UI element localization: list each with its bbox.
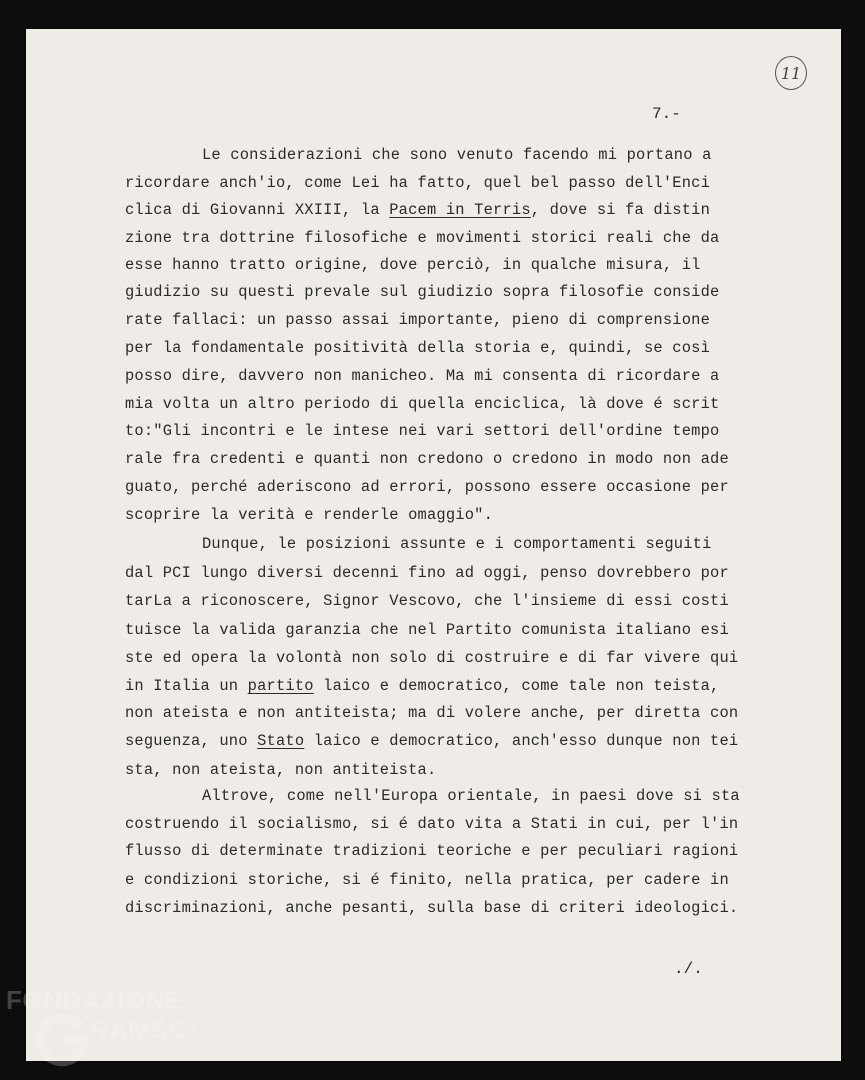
page-number: 7.-	[652, 105, 681, 123]
text-line	[125, 449, 765, 469]
text-line	[125, 310, 765, 330]
text-segment: scoprire la verità e renderle omaggio".	[125, 506, 493, 524]
archive-folio-number: 11	[775, 56, 807, 90]
text-segment: e condizioni storiche, si é finito, nella pratica, per cadere in	[125, 871, 729, 889]
text-line	[125, 841, 765, 861]
text-segment: non ateista e non antiteista; ma di volere anche, per diretta con	[125, 704, 739, 722]
text-line	[125, 648, 765, 668]
underlined-text: partito	[247, 677, 314, 695]
text-line	[125, 394, 765, 414]
text-segment: to:"Gli incontri e le intese nei vari settori dell'ordine tempo	[125, 422, 720, 440]
text-line	[202, 786, 767, 806]
text-segment: dal PCI lungo diversi decenni fino ad oggi, penso dovrebbero por	[125, 564, 729, 582]
text-line	[125, 505, 765, 525]
text-segment: posso dire, davvero non manicheo. Ma mi consenta di ricordare a	[125, 367, 720, 385]
text-segment: per la fondamentale positività della storia e, quindi, se così	[125, 339, 711, 357]
text-line	[125, 814, 765, 834]
continuation-mark: ./.	[674, 960, 703, 978]
text-segment: zione tra dottrine filosofiche e movimenti storici reali che da	[125, 229, 720, 247]
underlined-text: Pacem in Terris	[389, 201, 531, 219]
text-segment: rale fra credenti e quanti non credono o credono in modo non ade	[125, 450, 729, 468]
text-line	[125, 731, 765, 751]
text-segment: ste ed opera la volontà non solo di costruire e di far vivere qui	[125, 649, 739, 667]
text-segment: Dunque, le posizioni assunte e i comportamenti seguiti	[202, 535, 712, 553]
watermark-g-logo-icon	[34, 1011, 90, 1067]
text-line	[125, 255, 765, 275]
text-segment: sta, non ateista, non antiteista.	[125, 761, 437, 779]
text-segment: , dove si fa distin	[530, 201, 711, 219]
text-line	[125, 676, 765, 696]
text-line	[125, 228, 765, 248]
text-line	[202, 145, 767, 165]
text-line	[125, 421, 765, 441]
text-line	[125, 870, 765, 890]
text-line	[125, 760, 765, 780]
text-segment: mia volta un altro periodo di quella enciclica, là dove é scrit	[125, 395, 720, 413]
text-line	[125, 366, 765, 386]
fondazione-gramsci-watermark	[4, 985, 224, 1080]
text-segment: flusso di determinate tradizioni teoriche e per peculiari ragioni	[125, 842, 739, 860]
text-line	[125, 620, 765, 640]
text-segment: costruendo il socialismo, si é dato vita a Stati in cui, per l'in	[125, 815, 739, 833]
text-segment: tarLa a riconoscere, Signor Vescovo, che l'insieme di essi costi	[125, 592, 729, 610]
watermark-line-2: RAMSCI	[90, 1015, 196, 1045]
text-segment: rate fallaci: un passo assai importante, pieno di comprensione	[125, 311, 711, 329]
text-segment: Altrove, come nell'Europa orientale, in paesi dove si sta	[202, 787, 740, 805]
underlined-text: Stato	[257, 732, 305, 750]
text-segment: tuisce la valida garanzia che nel Partito comunista italiano esi	[125, 621, 729, 639]
text-segment: in Italia un	[125, 677, 248, 695]
text-segment: ricordare anch'io, come Lei ha fatto, quel bel passo dell'Enci	[125, 174, 711, 192]
text-segment: esse hanno tratto origine, dove perciò, in qualche misura, il	[125, 256, 701, 274]
text-segment: clica di Giovanni XXIII, la	[125, 201, 390, 219]
text-line	[125, 591, 765, 611]
text-segment: giudizio su questi prevale sul giudizio sopra filosofie conside	[125, 283, 720, 301]
text-segment: laico e democratico, anch'esso dunque non tei	[304, 732, 739, 750]
text-line	[125, 282, 765, 302]
text-segment: laico e democratico, come tale non teista,	[313, 677, 720, 695]
text-segment: seguenza, uno	[125, 732, 258, 750]
text-line	[202, 534, 767, 554]
watermark-line-3: online	[180, 1047, 205, 1057]
text-segment: discriminazioni, anche pesanti, sulla base di criteri ideologici.	[125, 899, 739, 917]
text-line	[125, 338, 765, 358]
text-segment: Le considerazioni che sono venuto facendo mi portano a	[202, 146, 712, 164]
text-line	[125, 703, 765, 723]
text-line	[125, 563, 765, 583]
text-line	[125, 200, 765, 220]
text-line	[125, 898, 765, 918]
watermark-line-1: FONDAZIONE	[6, 985, 183, 1015]
text-segment: guato, perché aderiscono ad errori, possono essere occasione per	[125, 478, 729, 496]
text-line	[125, 173, 765, 193]
text-line	[125, 477, 765, 497]
